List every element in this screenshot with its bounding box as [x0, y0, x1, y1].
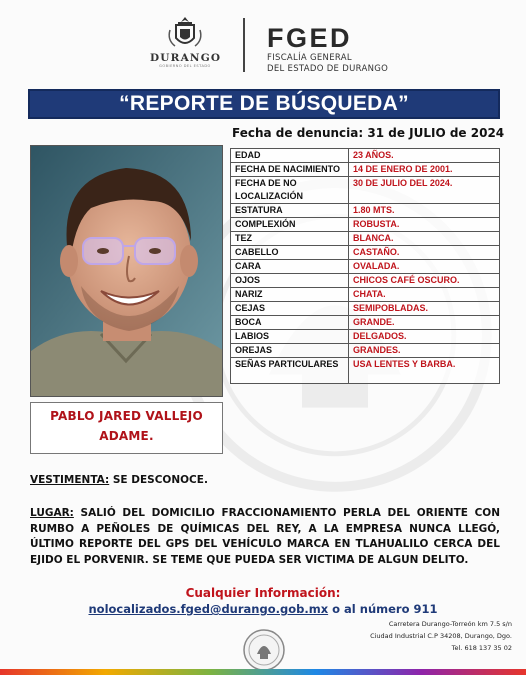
table-row	[231, 330, 500, 344]
detail-field: FECHA DE NO LOCALIZACIÓN	[231, 177, 349, 204]
detail-field: CEJAS	[231, 302, 349, 316]
address-line2: Ciudad Industrial C.P 34208, Durango, Dgo.	[370, 632, 512, 640]
contact-email-link[interactable]: nolocalizados.fged@durango.gob.mx	[88, 602, 329, 616]
detail-field: TEZ	[231, 232, 349, 246]
address-line1: Carretera Durango-Torreón km 7.5 s/n	[388, 620, 512, 628]
detail-field: CARA	[231, 260, 349, 274]
detail-value: BLANCA.	[349, 232, 500, 246]
durango-name: DURANGO	[150, 52, 222, 64]
detail-value: 1.80 MTS.	[349, 204, 500, 218]
detail-value: CHATA.	[349, 288, 500, 302]
report-date-value: 31 de JULIO de 2024	[367, 126, 505, 140]
detail-value: OVALADA.	[349, 260, 500, 274]
detail-field: BOCA	[231, 316, 349, 330]
person-name-line1: PABLO JARED VALLEJO	[50, 409, 203, 423]
durango-crest-icon	[165, 16, 205, 50]
contact-title: Cualquier Información:	[185, 586, 341, 600]
table-row	[231, 218, 500, 232]
detail-value: DELGADOS.	[349, 330, 500, 344]
detail-value: SEMIPOBLADAS.	[349, 302, 500, 316]
report-date-label: Fecha de denuncia:	[232, 126, 364, 140]
address-phone: Tel. 618 137 35 02	[451, 644, 512, 652]
contact-phone: 911	[413, 602, 438, 616]
detail-value: 30 DE JULIO DEL 2024.	[349, 177, 500, 204]
bottom-seal-icon	[242, 628, 286, 672]
detail-value: 23 AÑOS.	[349, 149, 500, 163]
table-row	[231, 316, 500, 330]
place-label: LUGAR:	[30, 507, 74, 519]
detail-field: SEÑAS PARTICULARES	[231, 358, 349, 384]
header	[0, 0, 526, 86]
detail-field: ESTATURA	[231, 204, 349, 218]
clothing-line	[30, 474, 208, 486]
table-row	[231, 204, 500, 218]
clothing-value: SE DESCONOCE.	[112, 474, 208, 486]
detail-field: OJOS	[231, 274, 349, 288]
detail-value: GRANDES.	[349, 344, 500, 358]
detail-value: 14 DE ENERO DE 2001.	[349, 163, 500, 177]
clothing-label: VESTIMENTA:	[30, 474, 110, 486]
report-date	[232, 126, 504, 140]
person-portrait-image	[31, 146, 223, 397]
durango-logo	[150, 16, 220, 72]
durango-tagline: GOBIERNO DEL ESTADO	[159, 64, 211, 68]
table-row	[231, 358, 500, 384]
detail-field: EDAD	[231, 149, 349, 163]
detail-value: ROBUSTA.	[349, 218, 500, 232]
detail-value: CHICOS CAFÉ OSCURO.	[349, 274, 500, 288]
report-title-banner: “REPORTE DE BÚSQUEDA”	[28, 89, 500, 119]
person-name-box	[30, 402, 223, 454]
person-details-table	[230, 148, 500, 384]
table-row	[231, 163, 500, 177]
table-row	[231, 274, 500, 288]
bottom-color-bar	[0, 669, 526, 675]
table-row	[231, 344, 500, 358]
table-row	[231, 288, 500, 302]
contact-connector: o al número	[332, 602, 410, 616]
table-row	[231, 302, 500, 316]
detail-field: OREJAS	[231, 344, 349, 358]
contact-line	[0, 602, 526, 616]
detail-value: CASTAÑO.	[349, 246, 500, 260]
table-row	[231, 246, 500, 260]
detail-value: GRANDE.	[349, 316, 500, 330]
org-acronym: FGED	[267, 23, 353, 53]
place-paragraph	[30, 506, 500, 568]
table-row	[231, 149, 500, 163]
place-text: SALIÓ DEL DOMICILIO FRACCIONAMIENTO PERLA DEL ORIENTE CON RUMBO A PEÑOLES DE QUÍMICAS DEL REY, A LA EMPRESA NUNCA LLEGÓ, ÚLTIMO REPORTE DEL GPS DEL VEHÍCULO MARCA EN TLAHUALILO CERCA DEL EJIDO EL PORVENIR. SE TEME QUE PUEDA SER VICTIMA DE ALGUN DELITO.	[30, 507, 501, 566]
detail-field: NARIZ	[231, 288, 349, 302]
detail-field: LABIOS	[231, 330, 349, 344]
table-row	[231, 177, 500, 204]
detail-field: CABELLO	[231, 246, 349, 260]
detail-field: COMPLEXIÓN	[231, 218, 349, 232]
person-photo	[30, 145, 223, 397]
detail-field: FECHA DE NACIMIENTO	[231, 163, 349, 177]
detail-value: USA LENTES Y BARBA.	[349, 358, 500, 384]
person-name-line2: ADAME.	[99, 429, 154, 443]
table-row	[231, 260, 500, 274]
header-divider	[243, 18, 245, 72]
table-row	[231, 232, 500, 246]
org-line2: DEL ESTADO DE DURANGO	[267, 64, 389, 74]
org-line1: FISCALÍA GENERAL	[267, 53, 352, 63]
fged-logo	[267, 24, 397, 74]
address-block	[370, 618, 512, 654]
